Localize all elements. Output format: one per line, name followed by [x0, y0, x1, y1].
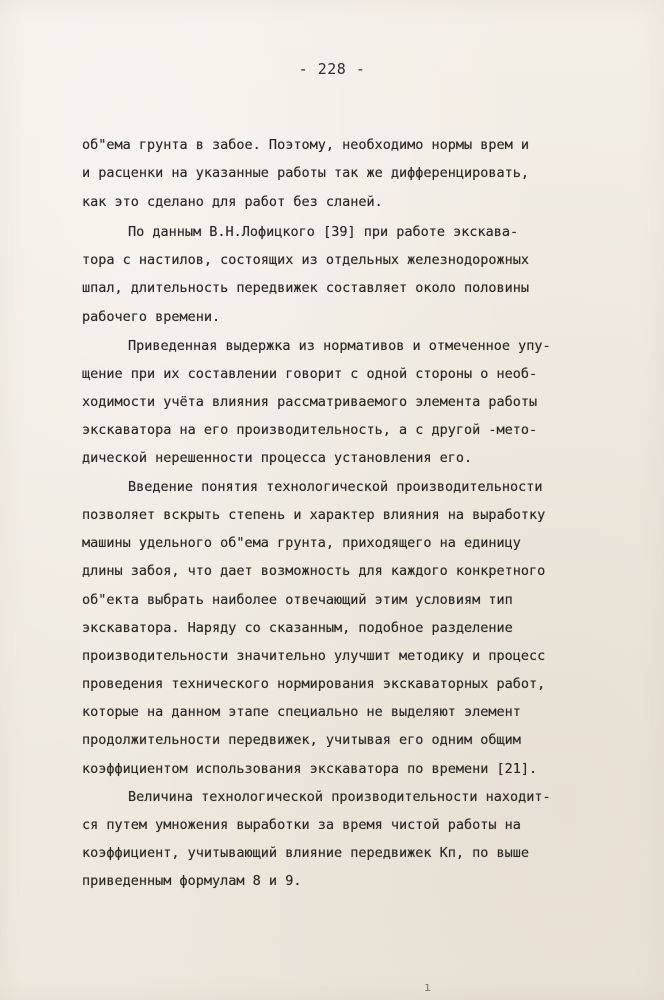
margin-tick-mark: ı [424, 980, 432, 994]
text-line: коэффициент, учитывающий влияние передвижек Кп, по выше [82, 845, 530, 861]
text-line: щение при их составлении говорит с одной стороны о необ- [82, 366, 538, 382]
text-line: длины забоя, что дает возможность для каждого конкретного [82, 563, 546, 579]
text-line: тора с настилов, состоящих из отдельных железнодорожных [82, 252, 530, 268]
text-line: машины удельного об"ема грунта, приходящего на единицу [82, 535, 521, 551]
text-line: рабочего времени. [82, 309, 221, 325]
text-line: об"екта выбрать наиболее отвечающий этим условиям тип [82, 592, 513, 608]
text-line: ся путем умножения выработки за время чистой работы на [82, 817, 521, 833]
text-line: ходимости учёта влияния рассматриваемого элемента работы [82, 394, 538, 410]
text-line: Величина технологической производительности находит- [128, 789, 551, 805]
text-line: экскаватора на его производительность, а с другой -мето- [82, 422, 538, 438]
text-line: По данным В.Н.Лофицкого [39] при работе экскава- [128, 224, 519, 240]
text-line: экскаватора. Наряду со сказанным, подобное разделение [82, 620, 513, 636]
text-line: об"ема грунта в забое. Поэтому, необходимо нормы врем и [82, 137, 530, 153]
page-number: - 228 - [298, 60, 366, 78]
text-line: шпал, длительность передвижек составляет около половины [82, 280, 530, 296]
text-line: проведения технического нормирования экскаваторных работ, [82, 676, 546, 692]
text-line: коэффициентом использования экскаватора по времени [21]. [82, 761, 538, 777]
text-line: продолжительности передвижек, учитывая его одним общим [82, 732, 521, 748]
text-line: производительности значительно улучшит методику и процесс [82, 648, 546, 664]
text-line: Введение понятия технологической производительности [128, 479, 543, 495]
text-line: и расценки на указанные работы так же дифференцировать, [82, 165, 530, 181]
text-line: дической нерешенности процесса установления его. [82, 450, 473, 466]
text-line: как это сделано для работ без сланей. [82, 194, 383, 210]
text-line: Приведенная выдержка из нормативов и отмеченное упу- [128, 338, 551, 354]
text-line: позволяет вскрыть степень и характер влияния на выработку [82, 507, 546, 523]
text-line: которые на данном этапе специально не выделяют элемент [82, 704, 521, 720]
text-line: приведенным формулам 8 и 9. [82, 873, 302, 889]
